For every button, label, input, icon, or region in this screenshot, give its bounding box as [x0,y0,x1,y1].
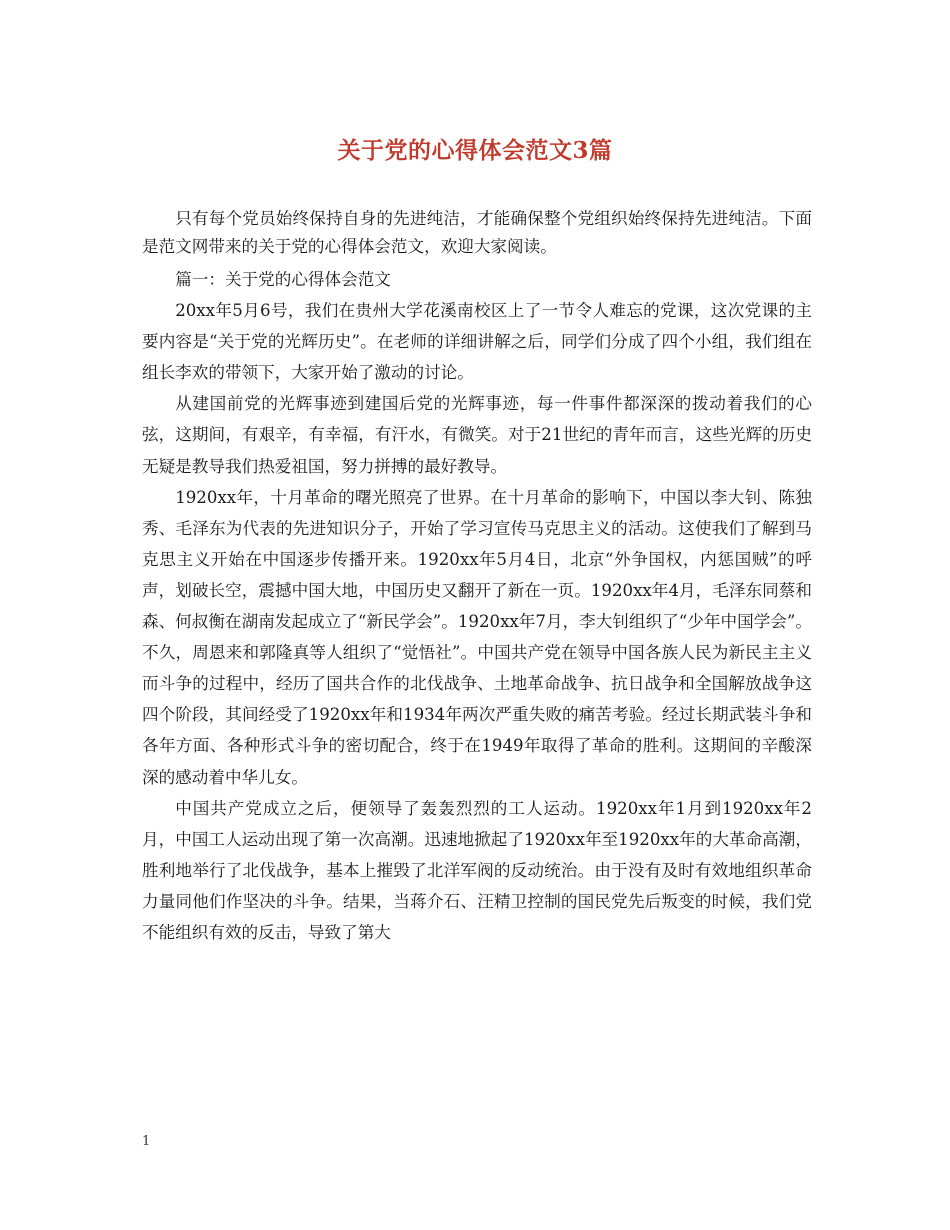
page-number: 1 [142,1134,151,1149]
body-paragraph: 20xx年5月6号，我们在贵州大学花溪南校区上了一节令人难忘的党课，这次党课的主要内容是“关于党的光辉历史”。在老师的详细讲解之后，同学们分成了四个小组，我们组在组长李欢的带领下，大家开始了激动的讨论。 [142,301,812,383]
section-heading: 篇一：关于党的心得体会范文 [175,270,391,289]
document-title: 关于党的心得体会范文3篇 [337,137,613,164]
body-paragraph: 从建国前党的光辉事迹到建国后党的光辉事迹，每一件事件都深深的拨动着我们的心弦，这期间，有艰辛，有幸福，有汗水，有微笑。对于21世纪的青年而言，这些光辉的历史无疑是教导我们热爱祖国，努力拼搏的最好教导。 [142,394,812,476]
body-paragraph: 1920xx年，十月革命的曙光照亮了世界。在十月革命的影响下，中国以李大钊、陈独秀、毛泽东为代表的先进知识分子，开始了学习宣传马克思主义的活动。这使我们了解到马克思主义开始在中国逐步传播开来。1920xx年5月4日，北京“外争国权，内惩国贼”的呼声，划破长空，震撼中国大地，中国历史又翻开了新在一页。1920xx年4月，毛泽东同蔡和森、何叔衡在湖南发起成立了“新民学会”。1920xx年7月，李大钊组织了“少年中国学会”。不久，周恩来和郭隆真等人组织了“觉悟社”。中国共产党在领导中国各族人民为新民主主义而斗争的过程中，经历了国共合作的北伐战争、土地革命战争、抗日战争和全国解放战争这四个阶段，其间经受了1920xx年和1934年两次严重失败的痛苦考验。经过长期武装斗争和各年方面、各种形式斗争的密切配合，终于在1949年取得了革命的胜利。这期间的辛酸深深的感动着中华儿女。 [142,487,812,787]
body-paragraph: 中国共产党成立之后，便领导了轰轰烈烈的工人运动。1920xx年1月到1920xx年2月，中国工人运动出现了第一次高潮。迅速地掀起了1920xx年至1920xx年的大革命高潮，胜利地举行了北伐战争，基本上摧毁了北洋军阀的反动统治。由于没有及时有效地组织革命力量同他们作坚决的斗争。结果，当蒋介石、汪精卫控制的国民党先后叛变的时候，我们党不能组织有效的反击，导致了第大 [142,798,812,942]
document-body [142,205,812,948]
intro-paragraph: 只有每个党员始终保持自身的先进纯洁，才能确保整个党组织始终保持先进纯洁。下面是范文网带来的关于党的心得体会范文，欢迎大家阅读。 [142,209,812,256]
